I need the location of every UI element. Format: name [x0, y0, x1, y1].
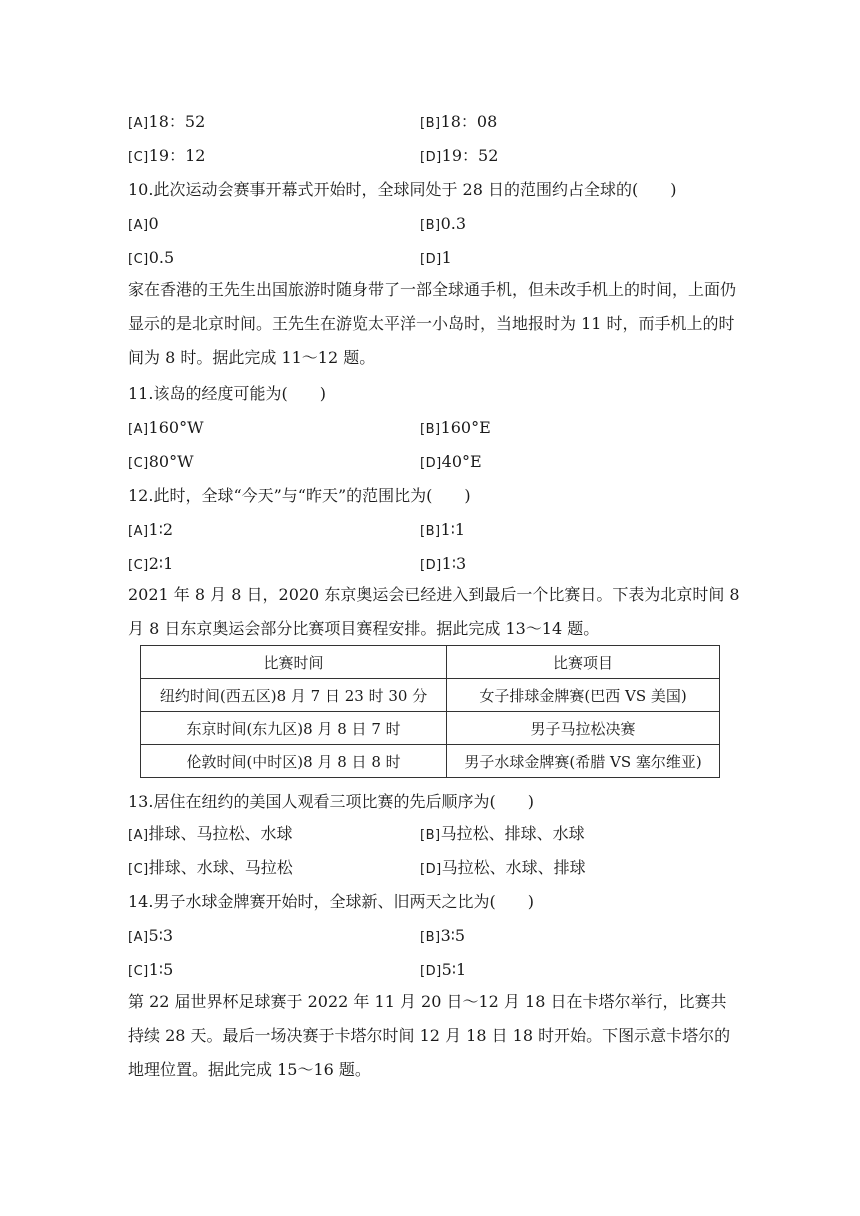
q13-stem: 13.居住在纽约的美国人观看三项比赛的先后顺序为( ) — [128, 792, 534, 811]
q11-option-a: [A]160°W — [128, 418, 204, 437]
schedule-table — [140, 645, 720, 778]
q9-option-d: [D]19：52 — [420, 146, 499, 165]
q10-option-d: [D]1 — [420, 248, 452, 267]
q11-stem: 11.该岛的经度可能为( ) — [128, 384, 326, 403]
q14-option-d: [D]5∶1 — [420, 960, 467, 979]
q11-option-c: [C]80°W — [128, 452, 194, 471]
q12-option-b: [B]1∶1 — [420, 520, 466, 539]
passage-phone-time: 家在香港的王先生出国旅游时随身带了一部全球通手机，但未改手机上的时间，上面仍显示的是北京时间。王先生在游览太平洋一小岛时，当地报时为 11 时，而手机上的时间为 8 时。据此完成 11～12 题。 — [128, 280, 737, 367]
q12-stem: 12.此时，全球“今天”与“昨天”的范围比为( ) — [128, 486, 471, 505]
table-header-row — [141, 646, 720, 679]
q12-option-d: [D]1∶3 — [420, 554, 467, 573]
q12-option-a: [A]1∶2 — [128, 520, 174, 539]
passage-olympics: 2021 年 8 月 8 日，2020 东京奥运会已经进入到最后一个比赛日。下表为北京时间 8 月 8 日东京奥运会部分比赛项目赛程安排。据此完成 13～14 题。 — [128, 585, 740, 638]
passage-world-cup: 第 22 届世界杯足球赛于 2022 年 11 月 20 日～12 月 18 日在卡塔尔举行，比赛共持续 28 天。最后一场决赛于卡塔尔时间 12 月 18 日 18 时开始。下图示意卡塔尔的地理位置。据此完成 15～16 题。 — [128, 992, 731, 1079]
q14-option-a: [A]5∶3 — [128, 926, 174, 945]
q14-option-c: [C]1∶5 — [128, 960, 174, 979]
table-cell: 男子水球金牌赛(希腊 VS 塞尔维亚) — [447, 745, 720, 778]
q12-option-c: [C]2∶1 — [128, 554, 174, 573]
table-row — [141, 745, 720, 778]
q13-option-c: [C]排球、水球、马拉松 — [128, 858, 293, 877]
table-cell: 纽约时间(西五区)8 月 7 日 23 时 30 分 — [141, 679, 447, 712]
q10-option-c: [C]0.5 — [128, 248, 175, 267]
q11-option-b: [B]160°E — [420, 418, 491, 437]
q9-option-a: [A]18：52 — [128, 112, 206, 131]
q13-option-d: [D]马拉松、水球、排球 — [420, 858, 586, 877]
table-cell: 女子排球金牌赛(巴西 VS 美国) — [447, 679, 720, 712]
q10-stem: 10.此次运动会赛事开幕式开始时，全球同处于 28 日的范围约占全球的( ) — [128, 180, 677, 199]
q10-option-a: [A]0 — [128, 214, 159, 233]
q13-option-a: [A]排球、马拉松、水球 — [128, 824, 293, 843]
table-cell: 东京时间(东九区)8 月 8 日 7 时 — [141, 712, 447, 745]
table-row — [141, 679, 720, 712]
q14-option-b: [B]3∶5 — [420, 926, 466, 945]
table-cell: 男子马拉松决赛 — [447, 712, 720, 745]
q9-option-c: [C]19：12 — [128, 146, 206, 165]
q14-stem: 14.男子水球金牌赛开始时，全球新、旧两天之比为( ) — [128, 892, 534, 911]
table-cell: 伦敦时间(中时区)8 月 8 日 8 时 — [141, 745, 447, 778]
table-header: 比赛时间 — [141, 646, 447, 679]
table-header: 比赛项目 — [447, 646, 720, 679]
q9-option-b: [B]18：08 — [420, 112, 498, 131]
q13-option-b: [B]马拉松、排球、水球 — [420, 824, 585, 843]
table-row — [141, 712, 720, 745]
q11-option-d: [D]40°E — [420, 452, 482, 471]
q10-option-b: [B]0.3 — [420, 214, 467, 233]
